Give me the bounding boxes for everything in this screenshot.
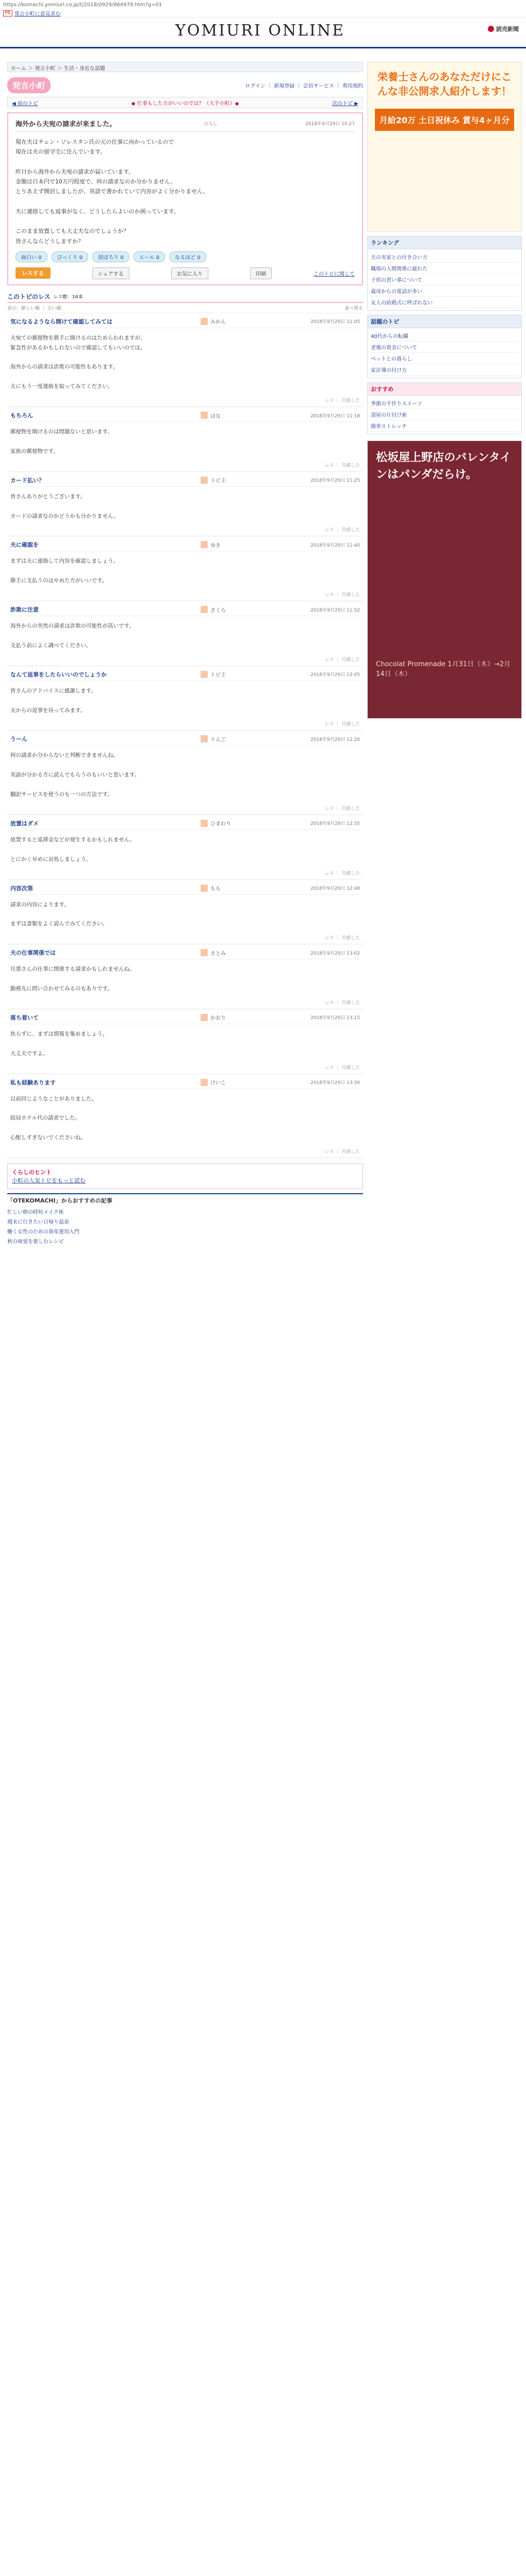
reply-foot[interactable]: レス ｜ 共感した bbox=[324, 1065, 360, 1071]
header-links[interactable]: ログイン ｜ 新規登録 ｜ 会員サービス ｜ 利用規約 bbox=[245, 83, 363, 89]
replies-count: レス数：16本 bbox=[53, 295, 83, 300]
ad-valentine-banner[interactable] bbox=[367, 440, 522, 719]
reply-head bbox=[10, 540, 360, 551]
ad-job-title: 栄養士さんのあなただけにこんな非公開求人紹介します！ bbox=[377, 71, 512, 97]
replies-title: このトピのレス bbox=[7, 293, 51, 301]
reply-date: 2018年9月29日 13:02 bbox=[310, 951, 360, 956]
reply-title[interactable]: 夫の仕事関係では bbox=[10, 950, 56, 957]
avatar-icon bbox=[201, 1014, 208, 1021]
reply-foot[interactable]: レス ｜ 共感した bbox=[324, 936, 360, 941]
reply-user[interactable]: けいこ bbox=[201, 1078, 278, 1086]
avatar-icon bbox=[201, 318, 208, 325]
reply-item bbox=[7, 880, 363, 945]
reply-title[interactable]: もちろん bbox=[10, 412, 33, 419]
reply-title[interactable]: うーん bbox=[10, 736, 27, 743]
reply-body: 以前同じようなことがありました。 結局ホテル代の請求でした。 心配しすぎないでくださいね。 bbox=[10, 1095, 97, 1141]
reply-foot[interactable]: レス ｜ 共感した bbox=[324, 528, 360, 533]
reply-head bbox=[10, 317, 360, 328]
topic-link[interactable]: 40代からの転職 bbox=[371, 330, 518, 342]
sort-label[interactable]: 並べ替え bbox=[344, 306, 363, 311]
reply-user[interactable]: ひまわり bbox=[201, 819, 278, 827]
reply-foot[interactable]: レス ｜ 共感した bbox=[324, 592, 360, 598]
reply-title[interactable]: 夫に確認を bbox=[10, 541, 39, 549]
reply-date: 2018年9月29日 12:05 bbox=[310, 672, 360, 678]
avatar-icon bbox=[201, 885, 208, 892]
recommend-head: 「OTEKOMACHI」からおすすめの記事 bbox=[7, 1197, 112, 1205]
topics-head: 話題のトピ bbox=[368, 315, 521, 328]
reply-body: 郵便物を開けるのは問題ないと思います。 家族の郵便物です。 bbox=[10, 429, 113, 454]
masthead bbox=[0, 18, 526, 48]
avatar-icon bbox=[201, 671, 208, 678]
komachi-logo[interactable]: 発言小町 bbox=[7, 77, 51, 93]
ranking-item[interactable]: 義母からの電話が多い bbox=[371, 285, 518, 297]
topic-actions bbox=[15, 267, 355, 279]
recommend-item[interactable]: 忙しい朝の時短メイク術 bbox=[7, 1210, 64, 1216]
ranking-section bbox=[367, 236, 522, 311]
osusume-head: おすすめ bbox=[368, 383, 521, 396]
reply-body: 旦那さんの仕事に関係する請求かもしれませんね。 勤務先に問い合わせてみるのもありです。 bbox=[10, 966, 135, 992]
recommend-item[interactable]: 週末に行きたい日帰り温泉 bbox=[7, 1219, 69, 1226]
reply-user[interactable]: かおり bbox=[201, 1013, 278, 1021]
vote-namida[interactable]: 涙ぽろり 0 bbox=[92, 251, 129, 262]
main-column bbox=[7, 62, 363, 1246]
reply-head bbox=[10, 670, 360, 681]
reply-item bbox=[7, 1074, 363, 1158]
site-brand[interactable]: YOMIURI ONLINE bbox=[175, 22, 345, 40]
reply-user[interactable]: トピ主 bbox=[201, 670, 278, 678]
reply-title[interactable]: なんて返事をしたらいいのでしょうか bbox=[10, 671, 107, 678]
recommend-item[interactable]: 働く女性のための資産運用入門 bbox=[7, 1229, 79, 1235]
topic-date: 2018年9月29日 10:27 bbox=[305, 122, 355, 127]
vote-omoshiroi[interactable]: 面白い 0 bbox=[15, 251, 47, 262]
reply-title[interactable]: 気になるようなら開けて確認してみては bbox=[10, 318, 112, 325]
breadcrumb[interactable]: ホーム ＞ 発言小町 ＞ 生活・身近な話題 bbox=[7, 62, 363, 72]
ranking-item[interactable]: 職場の人間関係に疲れた bbox=[371, 263, 518, 274]
reply-item bbox=[7, 407, 363, 472]
share-button[interactable]: シェアする bbox=[92, 267, 129, 279]
reply-body: 何の請求か分からないと判断できませんね。 英語が分かる方に読んでもらうのもいいと思います。 翻訳サービスを使うのも一つの方法です。 bbox=[10, 752, 140, 798]
reply-date: 2018年9月29日 12:20 bbox=[310, 737, 360, 742]
reply-date: 2018年9月29日 13:15 bbox=[310, 1015, 360, 1021]
vote-naruhodo[interactable]: なるほど 0 bbox=[169, 251, 206, 262]
avatar-icon bbox=[201, 820, 208, 827]
reply-foot[interactable]: レス ｜ 共感した bbox=[324, 463, 360, 468]
avatar-icon bbox=[201, 412, 208, 419]
reply-date: 2018年9月29日 11:05 bbox=[310, 319, 360, 325]
topic-nav bbox=[7, 97, 363, 108]
reply-head bbox=[10, 411, 360, 422]
reply-button[interactable]: レスする bbox=[15, 267, 51, 279]
reply-user[interactable]: みかん bbox=[201, 317, 278, 325]
reply-item bbox=[7, 472, 363, 537]
osusume-item[interactable]: 簡単ストレッチ bbox=[371, 420, 518, 432]
reply-title[interactable]: 私も経験あります bbox=[10, 1079, 56, 1086]
reply-date: 2018年9月29日 11:40 bbox=[310, 543, 360, 548]
reply-date: 2018年9月29日 11:25 bbox=[310, 478, 360, 484]
sort-options[interactable]: 表示：新しい順 ｜ 古い順 bbox=[7, 306, 61, 311]
ad-job-sub: 月給20万 土日祝休み 賞与4ヶ月分 bbox=[375, 109, 514, 131]
reply-foot[interactable]: レス ｜ 共感した bbox=[324, 871, 360, 876]
reply-title[interactable]: 落ち着いて bbox=[10, 1014, 39, 1021]
avatar-icon bbox=[201, 1079, 208, 1086]
reply-head bbox=[10, 605, 360, 616]
reply-body: 請求の内容によります。 まずは書類をよく読んでみてください。 bbox=[10, 901, 108, 927]
reply-body: 皆さんのアドバイスに感謝します。 夫からの返事を待ってみます。 bbox=[10, 687, 96, 714]
pr-link[interactable]: 発言小町に意見求む bbox=[14, 11, 61, 17]
ranking-item[interactable]: 子供の習い事について bbox=[371, 274, 518, 285]
avatar-icon bbox=[201, 606, 208, 613]
reply-title[interactable]: 詐欺に注意 bbox=[10, 606, 39, 614]
reply-foot[interactable]: レス ｜ 共感した bbox=[324, 657, 360, 663]
reply-user[interactable]: りんご bbox=[201, 735, 278, 743]
avatar-icon bbox=[201, 541, 208, 548]
ranking-item[interactable]: 夫の実家との付き合い方 bbox=[371, 251, 518, 263]
reply-item bbox=[7, 536, 363, 601]
reply-title[interactable]: 内容次第 bbox=[10, 885, 33, 892]
reply-foot[interactable]: レス ｜ 共感した bbox=[324, 1149, 360, 1155]
vote-row bbox=[15, 251, 355, 262]
vote-bikkuri[interactable]: びっくり 0 bbox=[52, 251, 89, 262]
topic-link[interactable]: 家計簿の付け方 bbox=[371, 364, 518, 376]
ad-valentine-title: 松坂屋上野店のバレンタインはパンダだらけ。 bbox=[376, 451, 512, 481]
ad-job-banner[interactable] bbox=[367, 62, 522, 232]
reply-foot[interactable]: レス ｜ 共感した bbox=[324, 722, 360, 727]
topic-title: 海外から夫宛の請求が来ました。 bbox=[15, 121, 117, 128]
osusume-section bbox=[367, 382, 522, 434]
topic-body: 現在夫はチェン・ソレスタン氏の元の仕事に向かっているので 現在は夫の留守宅に住んでいます。 昨日から海外から夫宛の請求が届いています。 金額は日本円で10万円程度で、何の請求なのか分かりません。 とりあえず開封しましたが、英語で書かれていて内容がよく分かりません。 夫に連絡しても返事がなく、どうしたらよいのか困っています。 このまま放置しても大丈夫なのでしょうか？ 皆さんならどうしますか？ bbox=[15, 139, 209, 245]
reply-head bbox=[10, 476, 360, 487]
bottom-promo-text[interactable]: 小町の人気トピをもっと読む bbox=[12, 1177, 86, 1184]
reply-head bbox=[10, 948, 360, 959]
prev-topic-link[interactable]: ◀ 前のトピ bbox=[12, 100, 38, 107]
reply-user[interactable]: さとみ bbox=[201, 949, 278, 957]
sort-row bbox=[7, 303, 363, 313]
topic-link[interactable]: 老後の資金について bbox=[371, 342, 518, 353]
reply-body: 焦らずに、まずは情報を集めましょう。 大丈夫ですよ。 bbox=[10, 1030, 108, 1057]
topic-nav-center[interactable]: ◆ 仕事もした方がいいのでは？（大手小町）◆ bbox=[131, 100, 239, 107]
next-topic-link[interactable]: 次のトピ ▶ bbox=[332, 100, 358, 107]
bottom-promo[interactable] bbox=[7, 1163, 363, 1189]
topic-author[interactable]: ひろし bbox=[204, 122, 218, 127]
reply-head bbox=[10, 735, 360, 745]
reply-head bbox=[10, 1078, 360, 1089]
reply-date: 2018年9月29日 11:52 bbox=[310, 607, 360, 613]
reply-item bbox=[7, 601, 363, 666]
reply-date: 2018年9月29日 12:48 bbox=[310, 886, 360, 892]
reply-title[interactable]: 放置はダメ bbox=[10, 820, 39, 827]
reply-item bbox=[7, 313, 363, 407]
reply-foot[interactable]: レス ｜ 共感した bbox=[324, 806, 360, 811]
osusume-item[interactable]: 季節の手作りスイーツ bbox=[371, 398, 518, 409]
reply-foot[interactable]: レス ｜ 共感した bbox=[324, 398, 360, 404]
reply-head bbox=[10, 884, 360, 895]
recommend-section bbox=[7, 1193, 363, 1246]
reply-foot[interactable]: レス ｜ 共感した bbox=[324, 1000, 360, 1006]
avatar-icon bbox=[201, 949, 208, 956]
fav-button[interactable]: お気に入り bbox=[171, 267, 208, 279]
topic-box bbox=[7, 112, 363, 285]
browser-topbar bbox=[0, 0, 526, 18]
ad-valentine-sub: Chocolat Promenade 1月31日（木）→2月14日（木） bbox=[376, 660, 511, 678]
pr-chip: PR bbox=[3, 10, 12, 16]
reply-date: 2018年9月29日 11:18 bbox=[310, 413, 360, 419]
reply-item bbox=[7, 815, 363, 880]
sidebar bbox=[367, 62, 522, 719]
topic-link[interactable]: ペットとの暮らし bbox=[371, 353, 518, 364]
reply-user[interactable]: はな bbox=[201, 412, 278, 419]
reply-body: 放置すると延滞金などが発生するかもしれません。 とにかく早めに対処しましょう。 bbox=[10, 836, 136, 862]
reply-user[interactable]: トピ主 bbox=[201, 476, 278, 484]
reply-body: まずは夫に連絡して内容を確認しましょう。 勝手に支払うのはやめた方がいいです。 bbox=[10, 558, 119, 584]
ranking-head: ランキング bbox=[368, 236, 521, 249]
komachi-header bbox=[7, 76, 363, 94]
osusume-item[interactable]: 部屋の片付け術 bbox=[371, 409, 518, 420]
recommend-item[interactable]: 秋の味覚を楽しむレシピ bbox=[7, 1239, 64, 1245]
reply-item bbox=[7, 731, 363, 815]
ranking-item[interactable]: 友人の結婚式に呼ばれない bbox=[371, 297, 518, 308]
logo-dot-icon bbox=[488, 26, 494, 32]
reply-title[interactable]: カード払い？ bbox=[10, 477, 44, 484]
reply-date: 2018年9月29日 13:30 bbox=[310, 1080, 360, 1086]
bottom-promo-title: くらしのヒント bbox=[12, 1169, 52, 1176]
reply-body: 夫宛ての郵便物を勝手に開けるのはためらわれますが、 緊急性があるかもしれないので確認してもいいのでは。 海外からの請求は詐欺の可能性もあります。 夫にもう一度連絡を取ってみてください。 bbox=[10, 334, 146, 390]
reply-user[interactable]: さくら bbox=[201, 606, 278, 614]
avatar-icon bbox=[201, 477, 208, 484]
report-link[interactable]: このトピに関して bbox=[313, 271, 355, 277]
reply-item bbox=[7, 666, 363, 731]
avatar-icon bbox=[201, 735, 208, 742]
print-button[interactable]: 印刷 bbox=[250, 267, 272, 279]
reply-item bbox=[7, 944, 363, 1009]
page-url: https://komachi.yomiuri.co.jp/t/2018/0929/864979.htm?g=01 bbox=[3, 2, 162, 8]
reply-list bbox=[7, 313, 363, 1158]
yomiuri-logo[interactable]: 読売新聞 bbox=[488, 25, 519, 33]
reply-date: 2018年9月29日 12:35 bbox=[310, 821, 360, 827]
reply-head bbox=[10, 819, 360, 830]
reply-body: 皆さんありがとうございます。 カードの請求なのかどうかも分かりません。 bbox=[10, 493, 119, 519]
vote-yell[interactable]: エール 0 bbox=[134, 251, 165, 262]
replies-head bbox=[7, 292, 363, 303]
reply-user[interactable]: ゆき bbox=[201, 541, 278, 549]
topic-head bbox=[15, 118, 355, 132]
reply-item bbox=[7, 1009, 363, 1074]
reply-head bbox=[10, 1013, 360, 1024]
reply-body: 海外からの突然の請求は詐欺の可能性が高いです。 支払う前によく調べてください。 bbox=[10, 623, 135, 649]
reply-user[interactable]: もも bbox=[201, 884, 278, 892]
topics-section bbox=[367, 315, 522, 378]
